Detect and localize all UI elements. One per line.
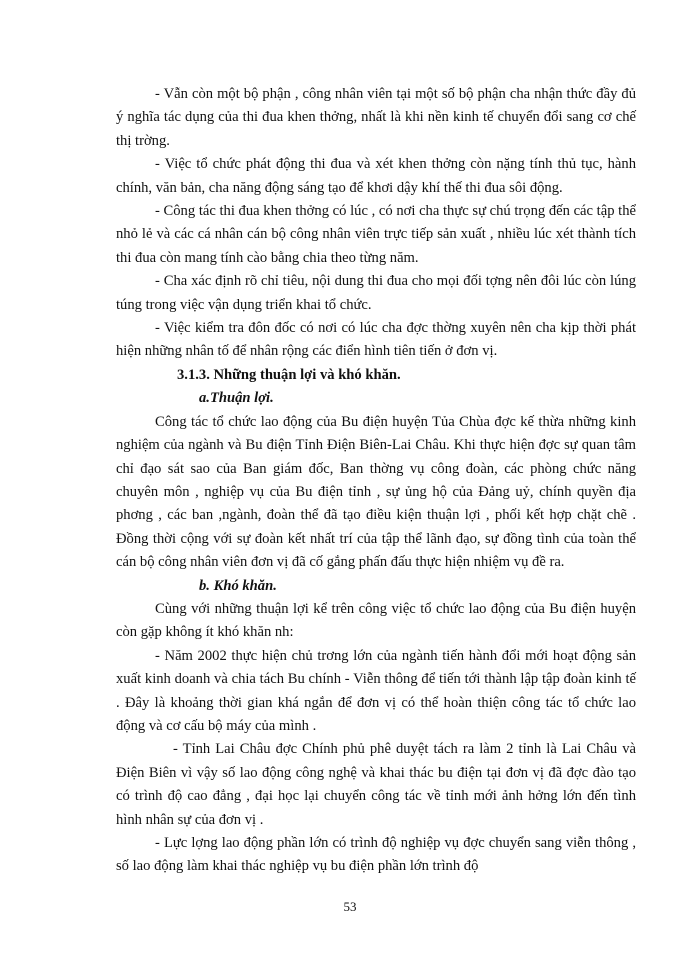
paragraph: Công tác tổ chức lao động của Bu điện huyện Tủa Chùa đợc kế thừa những kinh nghiệm của ngành và Bu điện Tỉnh Điện Biên-Lai Châu. Khi thực hiện đợc sự quan tâm chỉ đạo sát sao của Ban giám đốc, Ban thờng vụ công đoàn, các phòng chức năng chuyên môn , nghiệp vụ của Bu điện tỉnh , sự ủng hộ của Đảng uỷ, chính quyền địa phơng , các ban ,ngành, đoàn thể đã tạo điều kiện thuận lợi , phối kết hợp chặt chẽ . Đồng thời cộng với sự đoàn kết nhất trí của tập thể lãnh đạo, sự đồng tình của toàn thể cán bộ công nhân viên đơn vị đã cố gắng phấn đấu thực hiện nhiệm vụ đề ra. [116, 413, 636, 571]
section-heading: 3.1.3. Những thuận lợi và khó khăn. [177, 366, 401, 383]
paragraph: - Vẫn còn một bộ phận , công nhân viên tại một số bộ phận cha nhận thức đầy đủ ý nghĩa tác dụng của thi đua khen thởng, nhất là khi nền kinh tế chuyển đổi sang cơ chế thị trờng. [116, 86, 636, 149]
paragraph: - Tỉnh Lai Châu đợc Chính phủ phê duyệt tách ra làm 2 tỉnh là Lai Châu và Điện Biên vì vậy số lao động công nghệ và khai thác bu điện tại đơn vị đã đợc đào tạo có trình độ cao đẳng , đại học lại chuyển công tác về tỉnh mới ảnh hởng lớn đến tình hình nhân sự của đơn vị . [116, 741, 636, 828]
paragraph: - Cha xác định rõ chỉ tiêu, nội dung thi đua cho mọi đối tợng nên đôi lúc còn lúng túng trong việc vận dụng triển khai tổ chức. [116, 273, 636, 313]
subheading-difficulties: b. Khó khăn. [199, 577, 277, 594]
paragraph: - Lực lợng lao động phần lớn có trình độ nghiệp vụ đợc chuyển sang viễn thông , số lao động làm khai thác nghiệp vụ bu điện phần lớn trình độ [116, 835, 636, 875]
page-number: 53 [343, 899, 357, 914]
paragraph: - Việc tổ chức phát động thi đua và xét khen thởng còn nặng tính thủ tục, hành chính, văn bản, cha năng động sáng tạo để khơi dậy khí thế thi đua sôi động. [116, 156, 636, 196]
paragraph: Cùng với những thuận lợi kể trên công việc tổ chức lao động của Bu điện huyện còn gặp không ít khó khăn nh: [116, 600, 636, 641]
paragraph: - Việc kiểm tra đôn đốc có nơi có lúc cha đợc thờng xuyên nên cha kịp thời phát hiện những nhân tố để nhân rộng các điển hình tiên tiến ở đơn vị. [116, 320, 636, 360]
page-body [116, 83, 636, 879]
paragraph: - Công tác thi đua khen thởng có lúc , có nơi cha thực sự chú trọng đến các tập thể nhỏ lẻ và các cá nhân cán bộ công nhân viên trực tiếp sản xuất , nhiều lúc xét thành tích thi đua còn mang tính cào bằng chia theo từng năm. [116, 203, 636, 266]
paragraph: - Năm 2002 thực hiện chủ trơng lớn của ngành tiến hành đổi mới hoạt động sản xuất kinh doanh và chia tách Bu chính - Viễn thông để tiến tới thành lập tập đoàn kinh tế . Đây là khoảng thời gian khá ngắn để đơn vị có thể hoàn thiện công tác tổ chức lao động và cơ cấu bộ máy của mình . [116, 647, 636, 734]
subheading-advantages: a.Thuận lợi. [199, 390, 274, 407]
